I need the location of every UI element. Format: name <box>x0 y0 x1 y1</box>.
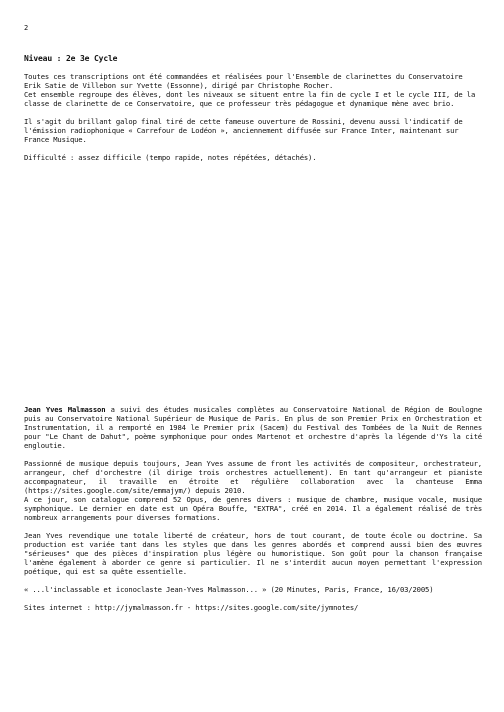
intro-paragraph-2: Cet ensemble regroupe des élèves, dont les niveaux se situent entre la fin de cycle I et le cycle III, de la classe de clarinette de ce Conservatoire, que ce professeur très pédagogue et dynamique mène avec brio. <box>24 90 476 108</box>
page-number: 2 <box>24 24 29 32</box>
websites-line: Sites internet : http://jymalmasson.fr - https://sites.google.com/site/jymnotes/ <box>24 603 359 612</box>
bio-paragraph-1 <box>24 405 482 450</box>
bio-paragraph-2: Passionné de musique depuis toujours, Jean Yves assume de front les activités de compositeur, orchestrateur, arrangeur, chef d'orchestre (il dirige trois orchestres actuellement). En tant qu'arrangeur et pianiste accompagnateur, il travaille en étroite et régulière collaboration avec la chanteuse Emma (https://sites.google.com/site/emmajym/) depuis 2010. <box>24 459 482 495</box>
press-quote: « ...l'inclassable et iconoclaste Jean-Yves Malmasson... » (20 Minutes, Paris, France, 16/03/2005) <box>24 585 434 594</box>
bio-section <box>24 405 482 612</box>
composer-name: Jean Yves Malmasson <box>24 405 106 414</box>
level-heading: Niveau : 2e 3e Cycle <box>24 54 118 63</box>
intro-paragraph-1: Toutes ces transcriptions ont été commandées et réalisées pour l'Ensemble de clarinettes du Conservatoire Erik Satie de Villebon sur Yvette (Essonne), dirigé par Christophe Rocher. <box>24 72 463 90</box>
intro-paragraph-3: Il s'agit du brillant galop final tiré de cette fameuse ouverture de Rossini, devenu aussi l'indicatif de l'émission radiophonique « Carrefour de Lodéon », anciennement diffusée sur France Inter, maintenant sur France Musique. <box>24 117 463 144</box>
bio-paragraph-4: Jean Yves revendique une totale liberté de créateur, hors de tout courant, de toute école ou doctrine. Sa production est variée tant dans les styles que dans les genres abordés et comprend aussi bien des œuvres "sérieuses" que des pièces d'inspiration plus légère ou humoristique. Son goût pour la chanson française l'amène également à aborder ce genre si particulier. Il ne s'interdit aucun moyen permettant l'expression poétique, qui est sa quête essentielle. <box>24 531 482 576</box>
bio-paragraph-3: A ce jour, son catalogue comprend 52 Opus, de genres divers : musique de chambre, musique vocale, musique symphonique. Le dernier en date est un Opéra Bouffe, "EXTRA", créé en 2014. Il a également réalisé de très nombreux arrangements pour diverses formations. <box>24 495 482 522</box>
bio-paragraph-1-text: a suivi des études musicales complètes au Conservatoire National de Région de Boulogne puis au Conservatoire National Supérieur de Musique de Paris. En plus de son Premier Prix en Orchestration et Instrumentation, il a remporté en 1984 le Premier prix (Sacem) du Festival des Tombées de la Nuit de Rennes pour "Le Chant de Dahut", poème symphonique pour ondes Martenot et orchestre d'après la légende d'Ys la cité engloutie. <box>24 405 483 450</box>
intro-section <box>24 54 482 162</box>
intro-paragraph-4: Difficulté : assez difficile (tempo rapide, notes répétées, détachés). <box>24 153 317 162</box>
